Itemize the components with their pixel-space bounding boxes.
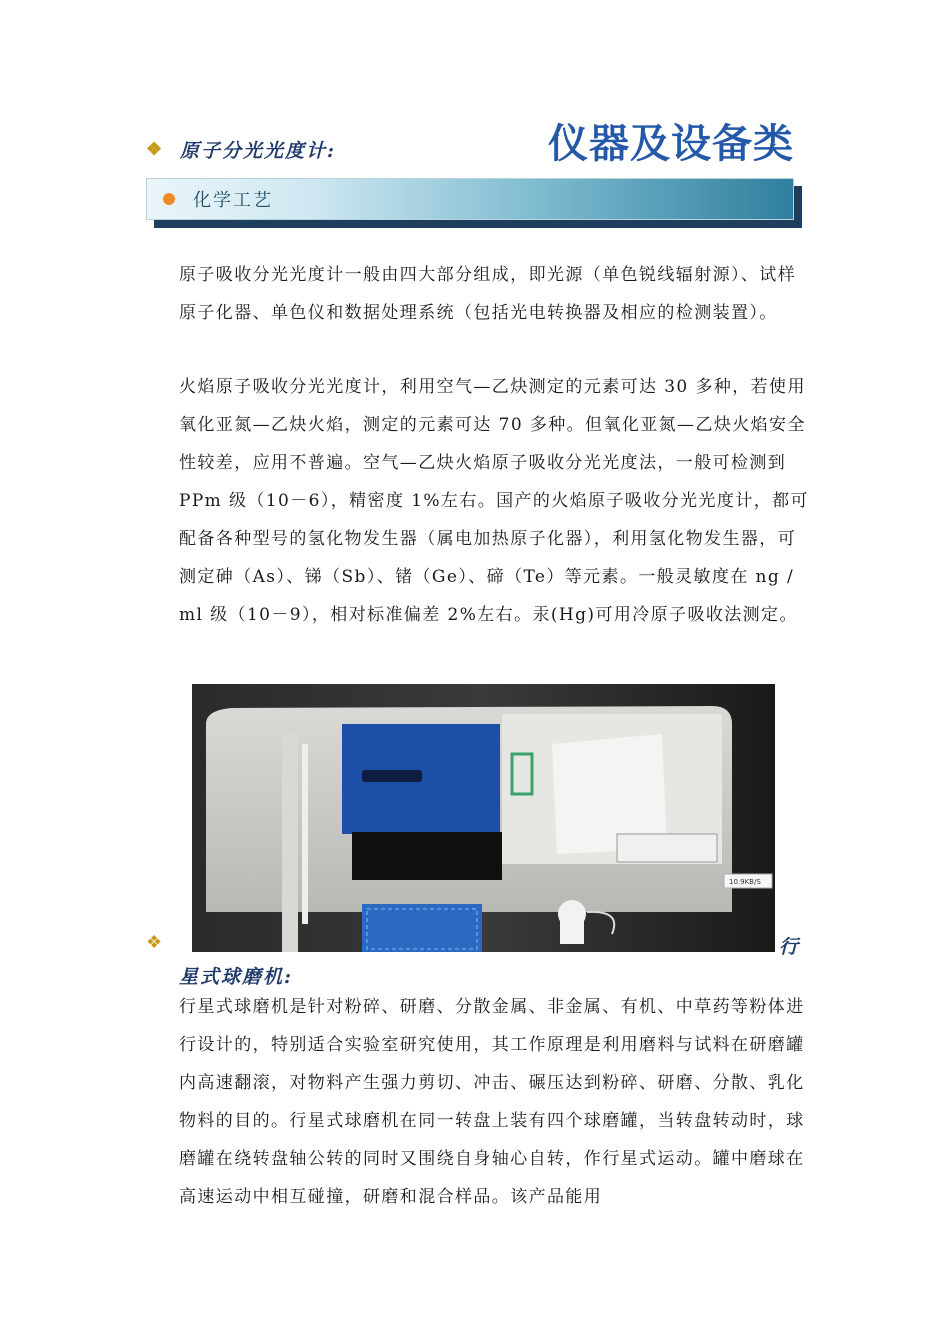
section-heading-text: 原子分光光度计: <box>180 140 337 162</box>
section-heading-aas <box>146 136 336 163</box>
banner-label: 化学工艺 <box>193 190 273 211</box>
speed-overlay: 10.9KB/S <box>729 878 761 886</box>
paragraph-ball-mill: 行星式球磨机是针对粉碎、研磨、分散金属、非金属、有机、中草药等粉体进行设计的，特别适合实验室研究使用，其工作原理是利用磨料与试料在研磨罐内高速翻滚，对物料产生强力剪切、冲击、碾压达到粉碎、研磨、分散、乳化物料的目的。行星式球磨机在同一转盘上装有四个球磨罐，当转盘转动时，球磨罐在绕转盘轴公转的同时又围绕自身轴心自转，作行星式运动。罐中磨球在高速运动中相互碰撞，研磨和混合样品。该产品能用 <box>179 997 805 1207</box>
paragraph-aas-intro: 原子吸收分光光度计一般由四大部分组成，即光源（单色锐线辐射源）、试样原子化器、单色仪和数据处理系统（包括光电转换器及相应的检测装置）。 <box>179 265 797 323</box>
section-banner <box>146 178 794 220</box>
section-heading-ball-mill: 星式球磨机: <box>179 966 294 988</box>
instrument-photo <box>192 684 775 952</box>
paragraph-aas-detail: 火焰原子吸收分光光度计，利用空气—乙炔测定的元素可达 30 多种，若使用氧化亚氮—乙炔火焰，测定的元素可达 70 多种。但氧化亚氮—乙炔火焰安全性较差，应用不普遍。空气—乙炔火焰原子吸收分光光度法，一般可检测到 PPm 级（10－6），精密度 1%左右。国产的火焰原子吸收分光光度计，都可配备各种型号的氢化物发生器（属电加热原子化器），利用氢化物发生器，可测定砷（As）、锑（Sb）、锗（Ge）、碲（Te）等元素。一般灵敏度在 ng / ml 级（10－9），相对标准偏差 2%左右。汞(Hg)可用冷原子吸收法测定。 <box>179 377 809 625</box>
dot-icon <box>163 193 175 205</box>
diamond-icon: ❖ <box>146 139 165 160</box>
diamond-icon: ❖ <box>146 932 163 953</box>
section-heading-ball-mill-start: 行 <box>779 936 799 958</box>
category-title: 仪器及设备类 <box>548 121 794 167</box>
